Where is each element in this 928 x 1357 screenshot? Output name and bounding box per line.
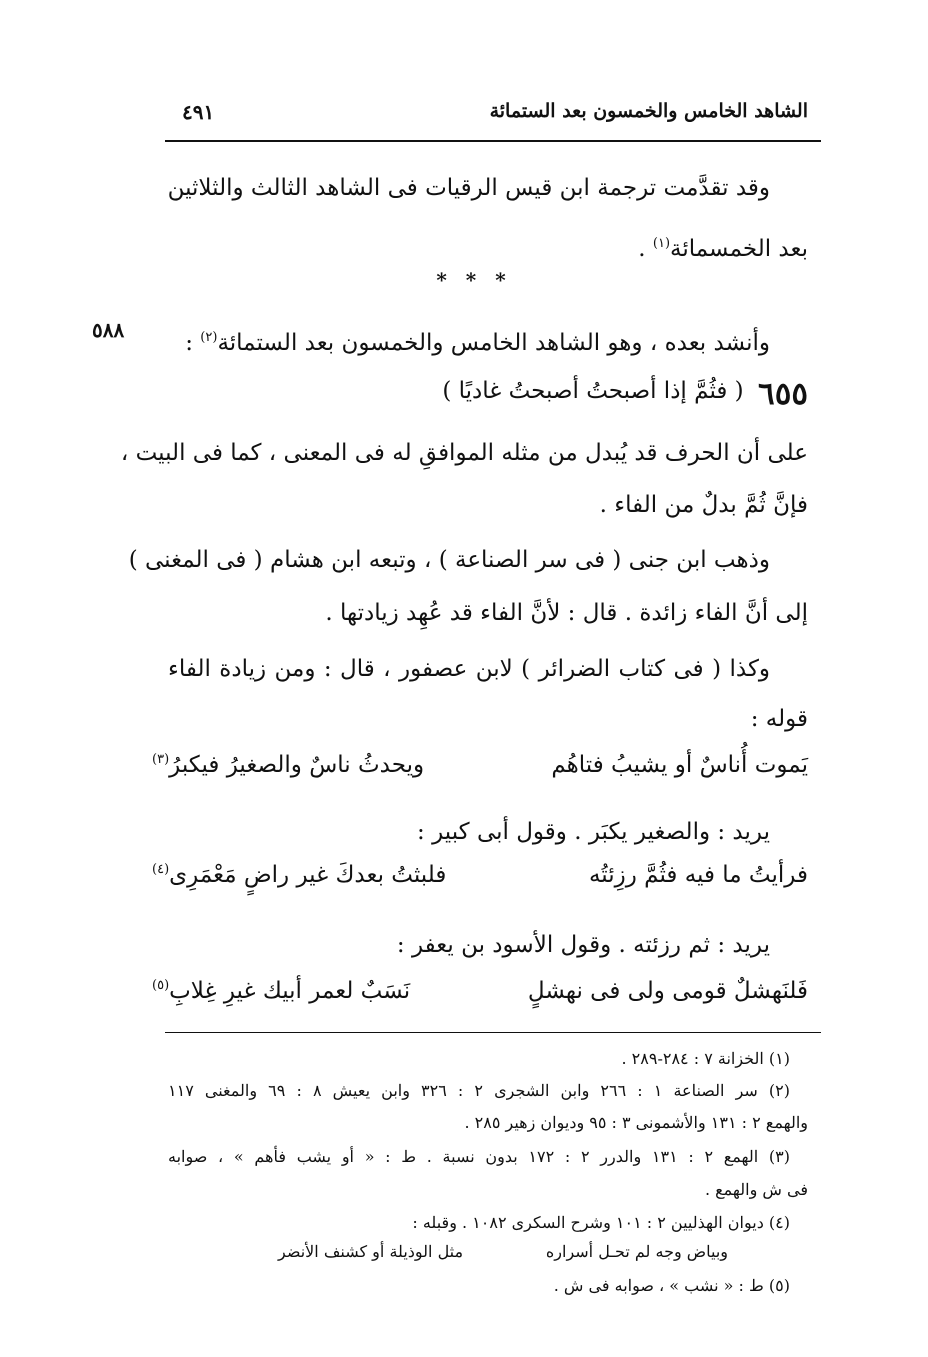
poem-1-first-hemistich: يَموت أُناسٌ أو يشيبُ فتاهُم: [551, 752, 808, 778]
footnote-2-line-2: والهمع ٢ : ١٣١ والأشمونى ٣ : ٩٥ وديوان زهير ٢٨٥ .: [464, 1113, 808, 1132]
page-number: ٤٩١: [182, 100, 215, 124]
section-separator: * * *: [436, 268, 512, 292]
poem-1-second-hemistich: [152, 752, 424, 778]
footnote-4-poem-second: مثل الوذيلة أو كشنف الأنضر: [278, 1242, 464, 1261]
footnote-ref-3: (٣): [152, 752, 170, 767]
p1-line-1: على أن الحرف قد يُبدل من مثله الموافقِ له فى المعنى ، كما فى البيت ،: [120, 440, 808, 466]
p2-line-1: وذهب ابن جنى ( فى سر الصناعة ) ، وتبعه ابن هشام ( فى المغنى ): [128, 547, 770, 573]
footnote-1: (١) الخزانة ٧ : ٢٨٤-٢٨٩ .: [621, 1049, 790, 1068]
poem-line-2: [152, 862, 808, 902]
footnote-ref-1: (١): [652, 236, 671, 251]
verse-text: ( فثُمَّ إذا أصبحتُ أصبحتُ غاديًا ): [442, 378, 744, 404]
footnote-5: (٥) ط : « نشب » ، صوابه فى ش .: [553, 1276, 790, 1295]
poem-2-second-text: فلبثتُ بعدكَ غير راضٍ مَعْمَرِى: [169, 862, 447, 888]
footnote-ref-5: (٥): [152, 978, 170, 993]
announce-text: وأنشد بعده ، وهو الشاهد الخامس والخمسون بعد الستمائة: [217, 330, 770, 356]
poem-3-first-hemistich: فَلنَهشلٌ قومى ولى فى نهشلٍ: [527, 978, 808, 1004]
running-head: الشاهد الخامس والخمسون بعد الستمائة: [489, 100, 808, 122]
verse-number: ٦٥٥: [758, 376, 808, 412]
footnote-4-poem: [168, 1242, 808, 1266]
footnote-3-line-2: فى ش والهمع .: [704, 1180, 808, 1199]
footnote-2-line-1: (٢) سر الصناعة ١ : ٢٦٦ وابن الشجرى ٢ : ٣٢٦ وابن يعيش ٨ : ٦٩ والمغنى ١١٧: [168, 1081, 790, 1100]
announce-line: [168, 322, 808, 359]
footnote-ref-4: (٤): [152, 862, 170, 877]
poem-2-second-hemistich: [152, 862, 446, 888]
margin-number: ٥٨٨: [92, 318, 125, 342]
footnote-4-line-1: (٤) ديوان الهذليين ٢ : ١٠١ وشرح السكرى ١٠٨٢ . وقبله :: [412, 1213, 790, 1232]
announce-end: :: [185, 330, 201, 356]
poem-3-second-text: نَسَبٌ لعمر أبيك غيرِ غِلابِ: [169, 978, 411, 1004]
p3-line-2: قوله :: [750, 706, 808, 732]
intro-line-2-end: .: [638, 236, 653, 262]
footnote-rule: [165, 1032, 821, 1033]
p3-line-1: وكذا ( فى كتاب الضرائر ) لابن عصفور ، قال : ومن زيادة الفاء: [168, 656, 770, 682]
intro-line-2: [168, 228, 808, 265]
after-poem-2: يريد : ثم رزئته . وقول الأسود بن يعفر :: [396, 932, 770, 958]
after-poem-1: يريد : والصغير يكبَر . وقول أبى كبير :: [417, 819, 770, 845]
poem-2-first-hemistich: فرأيتُ ما فيه فثُمَّ رزِئتُه: [588, 862, 808, 888]
poem-line-1: [152, 752, 808, 792]
poem-1-second-text: ويحدثُ ناسٌ والصغيرُ فيكبرُ: [169, 752, 425, 778]
footnote-4-poem-first: وبياض وجه لم تحـل أسراره: [545, 1242, 728, 1261]
poem-line-3: [152, 978, 808, 1018]
p1-line-2: فإنَّ ثُمَّ بدلٌ من الفاء .: [599, 492, 808, 518]
footnote-ref-2: (٢): [200, 330, 218, 345]
intro-line-2-text: بعد الخمسمائة: [670, 236, 808, 262]
p2-line-2: إلى أنَّ الفاء زائدة . قال : لأنَّ الفاء قد عُهِد زيادتها .: [325, 600, 808, 626]
header-rule: [165, 140, 821, 142]
poem-3-second-hemistich: [152, 978, 410, 1004]
intro-line-1: وقد تقدَّمت ترجمة ابن قيس الرقيات فى الشاهد الثالث والثلاثين: [167, 175, 770, 201]
footnote-3-line-1: (٣) الهمع ٢ : ١٣١ والدرر ٢ : ١٧٢ بدون نسبة . ط : « أو يشب فأهم » ، صوابه: [168, 1147, 791, 1166]
